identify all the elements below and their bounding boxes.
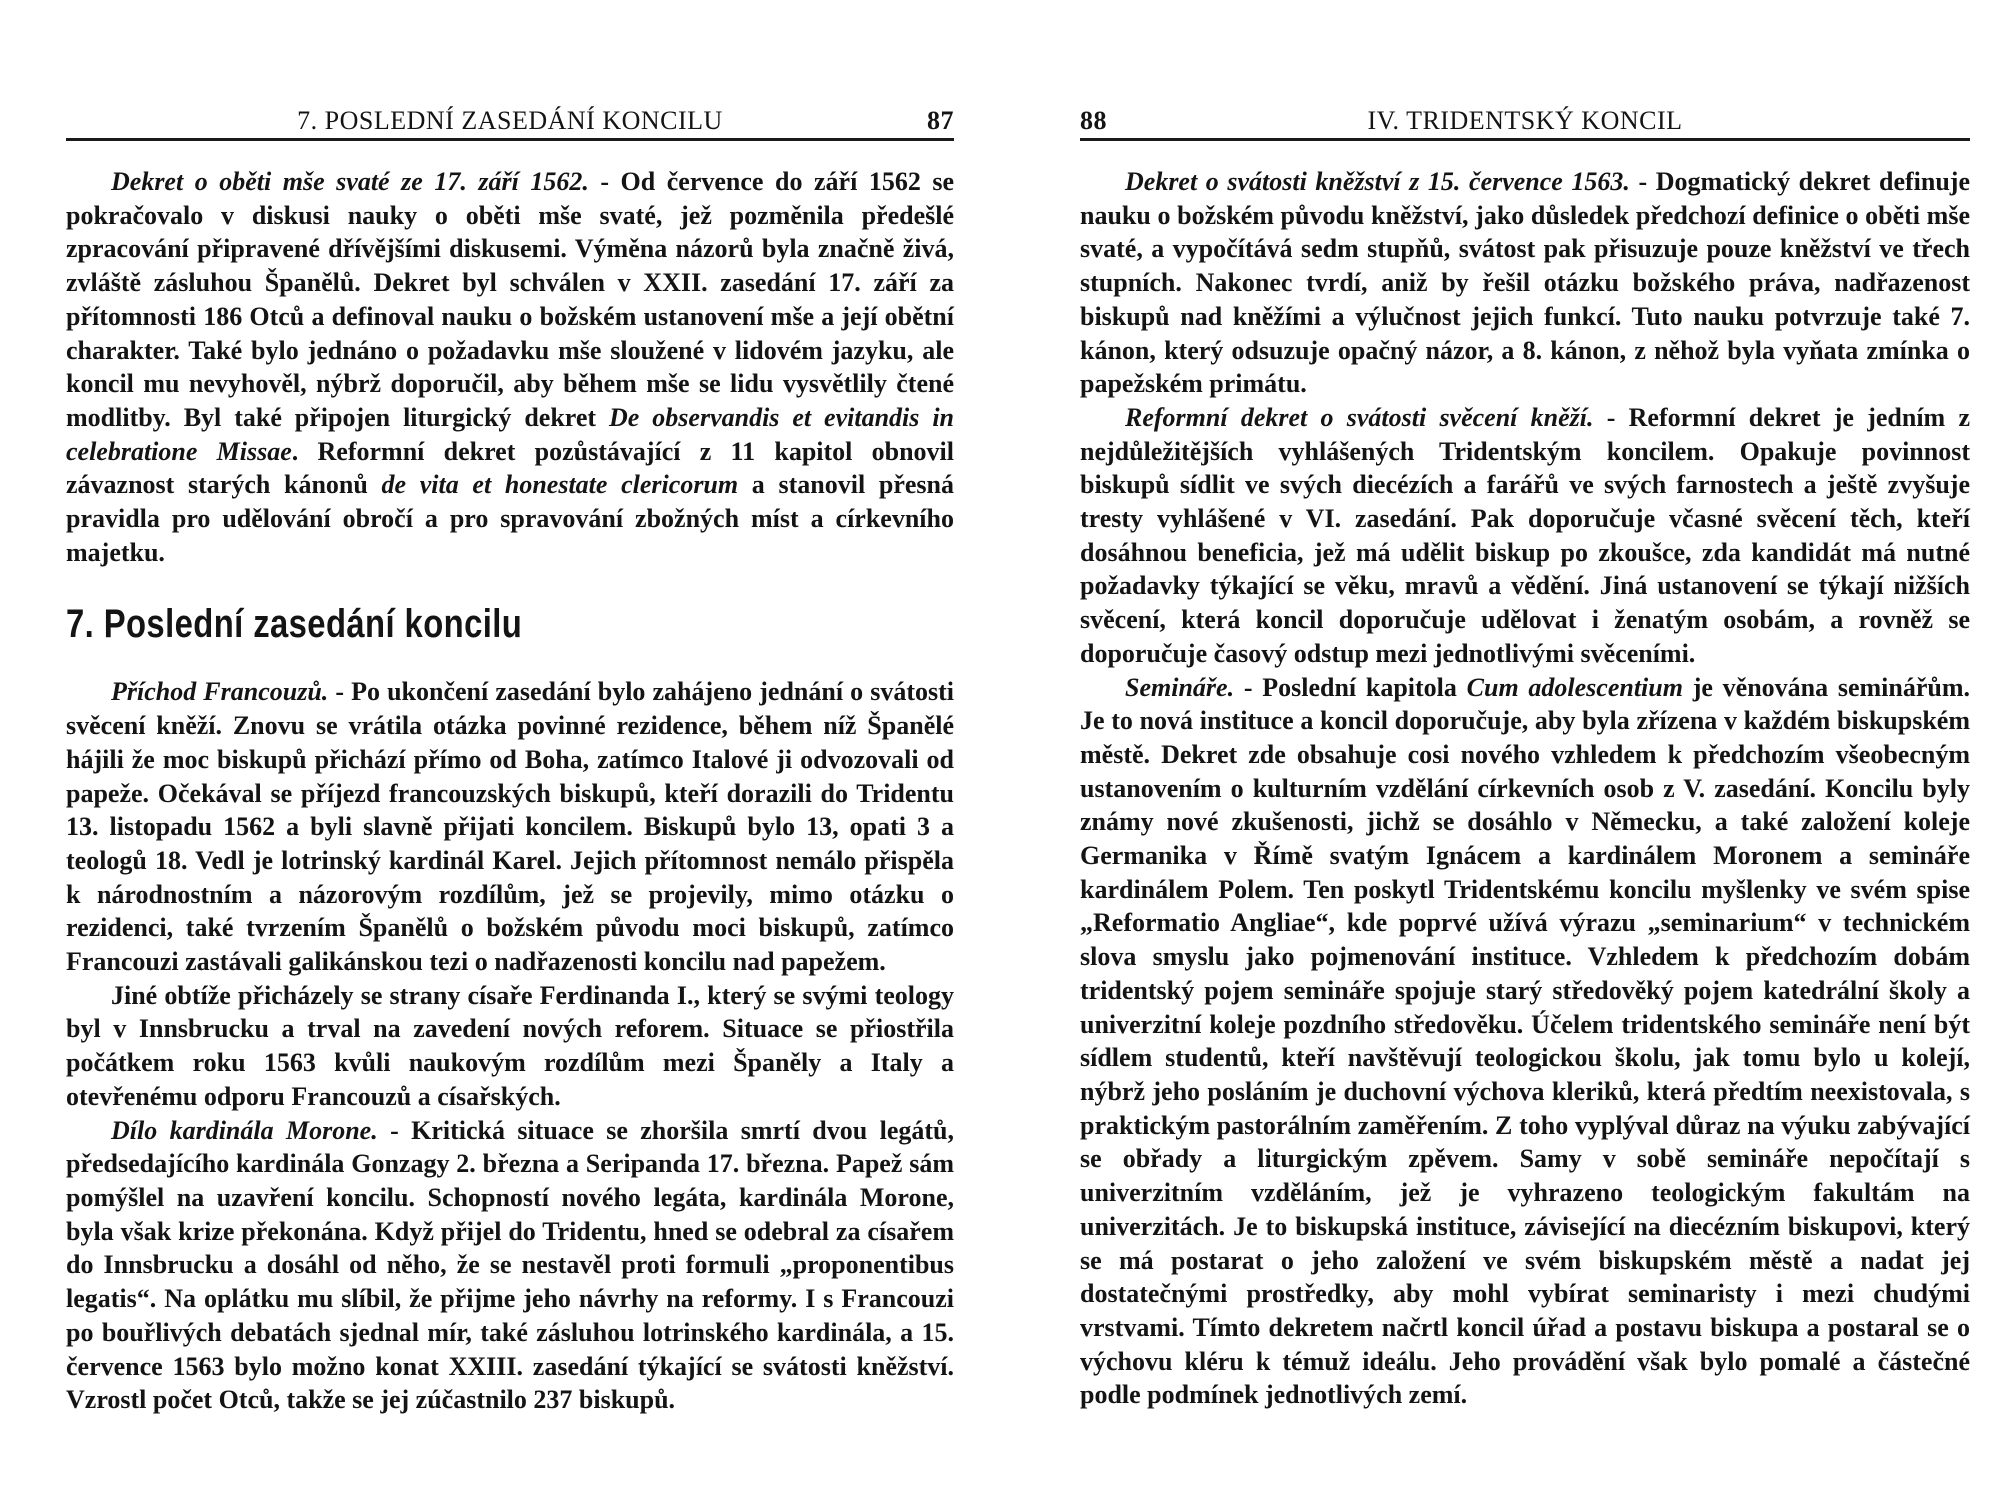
latin-title: Cum adolescentium [1466,672,1683,702]
paragraph-text: a stanovil přesná pravidla pro udělování obročí a pro spravování zbožných míst a církevního majetku. [66,470,954,567]
paragraph-mass-decree [66,165,954,569]
latin-title: de vita et honestate clericorum [381,470,739,500]
paragraph-morone [66,1114,954,1417]
paragraph-lead: Semináře. [1125,672,1235,702]
paragraph-seminaries [1080,671,1970,1412]
paragraph-text: - Reformní dekret je jedním z nejdůležitějších vyhlášených Tridentským koncilem. Opakuje povinnost biskupů sídlit ve svých diecézích a farářů ve svých farnostech a ještě zvyšuje tresty vyhlášené v VI. zasedání. Pak doporučuje včasné svěcení těch, kteří dosáhnou beneficia, jež má udělit biskup po zkoušce, zda kandidát má nutné požadavky týkající se věku, mravů a vědění. Jiná ustanovení se týkají nižších svěcení, která koncil doporučuje udělovat i ženatým osobám, a rovněž se doporučuje časový odstup mezi jednotlivými svěceními. [1080,402,1970,668]
paragraph-lead: Dekret o svátosti kněžství z 15. července 1563. [1125,167,1630,196]
paragraph-lead: Dekret o oběti mše svaté ze 17. září 1562. [111,167,589,196]
page-number: 87 [927,106,954,135]
paragraph-text: - Kritická situace se zhoršila smrtí dvou legátů, předsedajícího kardinála Gonzagy 2. března a Seripanda 17. března. Papež sám pomýšlel na uzavření koncilu. Schopností nového legáta, kardinála Morone, byla však krize překonána. Když přijel do Tridentu, hned se odebral za císařem do Innsbrucku a dosáhl od něho, že se nestavěl proti formuli „proponentibus legatis“. Na oplátku mu slíbil, že přijme jeho návrhy na reformy. I s Francouzi po bouřlivých debatách sjednal mír, také zásluhou lotrinského kardinála, a 15. července 1563 bylo možno konat XXIII. zasedání týkající se svátosti kněžství. Vzrostl počet Otců, takže se jej zúčastnilo 237 biskupů. [66,1115,954,1415]
running-title: IV. TRIDENTSKÝ KONCIL [1367,106,1683,135]
paragraph-lead: Reformní dekret o svátosti svěcení kněží. [1125,402,1594,432]
right-page-body [1080,165,1970,1412]
paragraph-lead: Dílo kardinála Morone. [111,1115,378,1145]
right-page [1080,100,1970,1412]
paragraph-text: - Od července do září 1562 se pokračovalo v diskusi nauky o oběti mše svaté, jež pozměnila předešlé zpracování připravené dřívějšími diskusemi. Výměna názorů byla značně živá, zvláště zásluhou Španělů. Dekret byl schválen v XXII. zasedání 17. září za přítomnosti 186 Otců a definoval nauku o božském ustanovení mše a její obětní charakter. Také bylo jednáno o požadavku mše sloužené v lidovém jazyku, ale koncil mu nevyhověl, nýbrž doporučil, aby během mše se lidu vysvětlily čtené modlitby. Byl také připojen liturgický dekret [66,167,955,432]
page-number: 88 [1080,106,1107,135]
paragraph-text: je věnována seminářům. Je to nová instituce a koncil doporučuje, aby byla zřízena v každém biskupském městě. Dekret zde obsahuje cosi nového vzhledem k předchozím všeobecným ustanovením o kulturním vzdělání církevních osob z V. zasedání. Koncilu byly známy nové zkušenosti, jichž se dosáhlo v Německu, a také založení koleje Germanika v Římě svatým Ignácem a kardinálem Moronem a semináře kardinálem Polem. Ten poskytl Tridentskému koncilu myšlenky ve svém spise „Reformatio Angliae“, kde poprvé užívá výrazu „seminarium“ v technickém slova smyslu jako pojmenování instituce. Vzhledem k předchozím dobám tridentský pojem semináře spojuje starý středověký pojem katedrální školy a univerzitní koleje pozdního středověku. Účelem tridentského semináře není být sídlem studentů, kteří navštěvují teologickou školu, jak tomu bylo u kolejí, nýbrž jeho posláním je duchovní výchova kleriků, která předtím neexistovala, s praktickým pastorálním zaměřením. Z toho vyplýval důraz na výuku zabývající se obřady a liturgickým zpěvem. Samy v sobě semináře nepočítají s univerzitním vzděláním, jež je vyhrazeno teologickým fakultám na univerzitách. Je to biskupská instituce, závisející na diecézním biskupovi, který se má postarat o jeho založení ve svém biskupském městě a nadat jej dostatečnými prostředky, aby mohl vybírat seminaristy i mezi chudými vrstvami. Tímto dekretem načrtl koncil úřad a postavu biskupa a postaral se o výchovu kléru k témuž ideálu. Jeho provádění však bylo pomalé a částečné podle podmínek jednotlivých zemí. [1080,672,1971,1410]
section-heading: 7. Poslední zasedání koncilu [66,602,523,647]
running-title: 7. POSLEDNÍ ZASEDÁNÍ KONCILU [297,106,723,135]
paragraph-text: . Reformní dekret pozůstávající z 11 kapitol obnovil závaznost starých kánonů [66,436,954,500]
paragraph-text: - Dogmatický dekret definuje nauku o božském původu kněžství, jako důsledek předchozí definice o oběti mše svaté, a vypočítává sedm stupňů, svátost pak přisuzuje pouze kněžství ve třech stupních. Nakonec tvrdí, aniž by řešil otázku božského práva, nadřazenost biskupů nad kněžími a výlučnost jejich funkcí. Tuto nauku potvrzuje také 7. kánon, který odsuzuje opačný názor, a 8. kánon, z něhož byla vyňata zmínka o papežském primátu. [1080,167,1970,399]
latin-title: De observandis et evitandis in celebratione Missae [66,402,955,466]
left-page [66,100,954,1417]
left-page-header [66,100,954,141]
left-page-body [66,165,954,1417]
right-page-header [1080,100,1970,141]
paragraph-reform-decree [1080,401,1970,671]
paragraph-text: - Po ukončení zasedání bylo zahájeno jednání o svátosti svěcení kněží. Znovu se vrátila otázka povinné rezidence, během níž Španělé hájili že moc biskupů přichází přímo od Boha, zatímco Italové ji odvozovali od papeže. Očekával se příjezd francouzských biskupů, kteří dorazili do Tridentu 13. listopadu 1562 a byli slavně přijati koncilem. Biskupů bylo 13, opati 3 a teologů 18. Vedl je lotrinský kardinál Karel. Jejich přítomnost nemálo přispěla k národnostním a názorovým rozdílům, jež se projevily, mimo otázku o rezidenci, také tvrzením Španělů o božském původu moci biskupů, zatímco Francouzi zastávali galikánskou tezi o nadřazenosti koncilu nad papežem. [66,677,954,977]
paragraph-text: - Poslední kapitola [1234,672,1467,702]
paragraph-priesthood-decree [1080,165,1970,401]
paragraph-other-difficulties: Jiné obtíže přicházely se strany císaře Ferdinanda I., který se svými teology byl v Innsbrucku a trval na zavedení nových reforem. Situace se přiostřila počátkem roku 1563 kvůli naukovým rozdílům mezi Španěly a Italy a otevřenému odporu Francouzů a císařských. [66,980,954,1111]
paragraph-lead: Příchod Francouzů. [111,677,329,707]
paragraph-french-arrival [66,675,954,978]
